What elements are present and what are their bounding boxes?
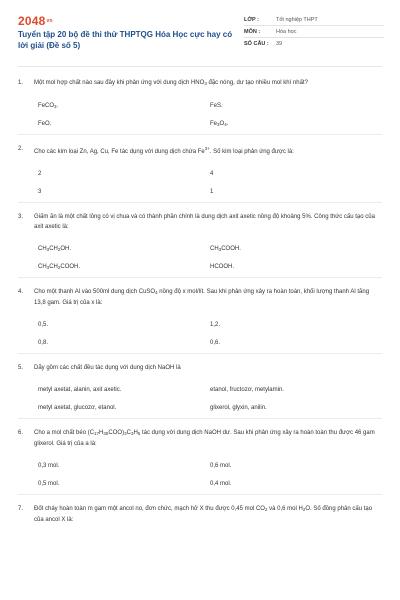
answer-option-4[interactable]: 0,6. bbox=[210, 340, 221, 346]
answer-option-2[interactable]: etanol, fructozơ, metylamin. bbox=[210, 387, 284, 393]
meta-row-count bbox=[244, 38, 384, 50]
question-stem bbox=[18, 428, 382, 449]
question-text: Cho a mol chất béo $(C_{17}H_{35}COO)_3C_3H_5$ tác dụng với dung dịch NaOH dư. Sau khi phản ứng xảy ra hoàn toàn thu được 46 gam glixerol. Giá trị của a là: bbox=[34, 430, 375, 447]
meta-key: SỐ CÂU : bbox=[244, 41, 269, 47]
question-6 bbox=[18, 428, 382, 495]
question-stem bbox=[18, 363, 382, 373]
answer-option-3[interactable]: FeO. bbox=[38, 121, 52, 127]
answer-option-3[interactable]: 0,5 mol. bbox=[38, 481, 60, 487]
question-text: Giấm ăn là một chất lỏng có vị chua và có thành phần chính là dung dịch axit axetic nồng độ khoảng 5%. Công thức cấu tạo của axit axetic là: bbox=[34, 214, 375, 230]
answer-option-1[interactable]: 0,3 mol. bbox=[38, 463, 60, 469]
page-header bbox=[18, 14, 382, 60]
question-number: 5. bbox=[18, 365, 24, 371]
answer-options bbox=[18, 463, 382, 487]
question-2 bbox=[18, 144, 382, 203]
answer-option-2[interactable]: 0,6 mol. bbox=[210, 463, 232, 469]
answer-option-4[interactable]: HCOOH. bbox=[210, 264, 234, 270]
answer-option-2[interactable]: FeS. bbox=[210, 103, 223, 109]
question-stem bbox=[18, 144, 382, 157]
question-text: Một mol hợp chất nào sau đây khi phản ứng với dung dịch $HNO_3$ đặc nóng, dư tạo nhiều mol khí nhất? bbox=[34, 80, 308, 86]
answer-option-2[interactable]: $CH_3COOH$. bbox=[210, 246, 241, 252]
answer-options bbox=[18, 246, 382, 270]
answer-option-1[interactable]: metyl axetat, alanin, axit axetic. bbox=[38, 387, 122, 393]
meta-key: MÔN : bbox=[244, 28, 261, 35]
question-text: Đốt cháy hoàn toàn m gam một ancol no, đơn chức, mạch hở X thu được 0,45 mol $CO_2$ và 0,6 mol $H_2O$. Số đồng phân cấu tạo của ancol X là: bbox=[34, 506, 373, 523]
question-stem bbox=[18, 78, 382, 89]
answer-option-4[interactable]: glixerol, glyxin, anilin. bbox=[210, 405, 267, 411]
question-number: 7. bbox=[18, 506, 24, 512]
exam-meta bbox=[244, 14, 384, 50]
answer-option-4[interactable]: 1 bbox=[210, 189, 214, 195]
answer-options bbox=[18, 103, 382, 127]
question-7 bbox=[18, 504, 382, 532]
answer-option-4[interactable]: $Fe_3O_4$. bbox=[210, 121, 229, 127]
answer-options bbox=[18, 387, 382, 411]
answer-option-2[interactable]: 1,2. bbox=[210, 322, 221, 328]
answer-option-1[interactable]: 0,5. bbox=[38, 322, 49, 328]
answer-option-1[interactable]: FeCO$_3$. bbox=[38, 103, 59, 109]
meta-key: LỚP : bbox=[244, 16, 259, 23]
answer-options bbox=[18, 171, 382, 195]
question-stem bbox=[18, 287, 382, 308]
answer-option-3[interactable]: 3 bbox=[38, 189, 42, 195]
answer-option-3[interactable]: 0,8. bbox=[38, 340, 49, 346]
question-number: 4. bbox=[18, 289, 24, 295]
meta-value: 39 bbox=[276, 41, 283, 47]
question-text: Cho các kim loại Zn, Ag, Cu, Fe tác dụng với dung dịch chứa $Fe^{3+}$. Số kim loại phản ứng được là: bbox=[34, 146, 294, 155]
answer-option-3[interactable]: metyl axetat, glucozơ, etanol. bbox=[38, 405, 117, 411]
question-number: 2. bbox=[18, 146, 24, 152]
question-stem bbox=[18, 212, 382, 232]
question-number: 3. bbox=[18, 214, 24, 220]
question-3 bbox=[18, 212, 382, 278]
question-text: Dãy gồm các chất đều tác dụng với dung dịch NaOH là bbox=[34, 365, 181, 371]
question-5 bbox=[18, 363, 382, 419]
question-number: 6. bbox=[18, 430, 24, 436]
header-divider bbox=[18, 66, 382, 67]
answer-options bbox=[18, 322, 382, 346]
meta-value: Hóa học bbox=[276, 28, 297, 35]
answer-option-4[interactable]: 0,4 mol. bbox=[210, 481, 232, 487]
question-stem bbox=[18, 504, 382, 525]
meta-row-class bbox=[244, 14, 384, 26]
site-logo[interactable] bbox=[18, 14, 53, 28]
exam-title: Tuyển tập 20 bộ đề thi thử THPTQG Hóa Học cực hay có lời giải (Đề số 5) bbox=[18, 30, 233, 50]
question-4 bbox=[18, 287, 382, 354]
answer-option-1[interactable]: $CH_3CH_2OH$. bbox=[38, 246, 72, 252]
logo-suffix: vn bbox=[46, 18, 53, 24]
logo-text: 2048 bbox=[18, 14, 46, 28]
question-text: Cho một thanh Al vào 500ml dung dịch CuSO$_4$ nồng độ x mol/lít. Sau khi phản ứng xảy ra hoàn toàn, khối lượng thanh Al tăng 13,8 gam. Giá trị của x là: bbox=[34, 289, 370, 306]
meta-value: Tốt nghiệp THPT bbox=[276, 16, 318, 23]
meta-row-subject bbox=[244, 26, 384, 38]
question-number: 1. bbox=[18, 80, 24, 86]
question-list bbox=[18, 78, 382, 541]
answer-option-2[interactable]: 4 bbox=[210, 171, 214, 177]
answer-option-1[interactable]: 2 bbox=[38, 171, 42, 177]
answer-option-3[interactable]: $CH_3CH_2COOH$. bbox=[38, 264, 81, 270]
question-1 bbox=[18, 78, 382, 135]
